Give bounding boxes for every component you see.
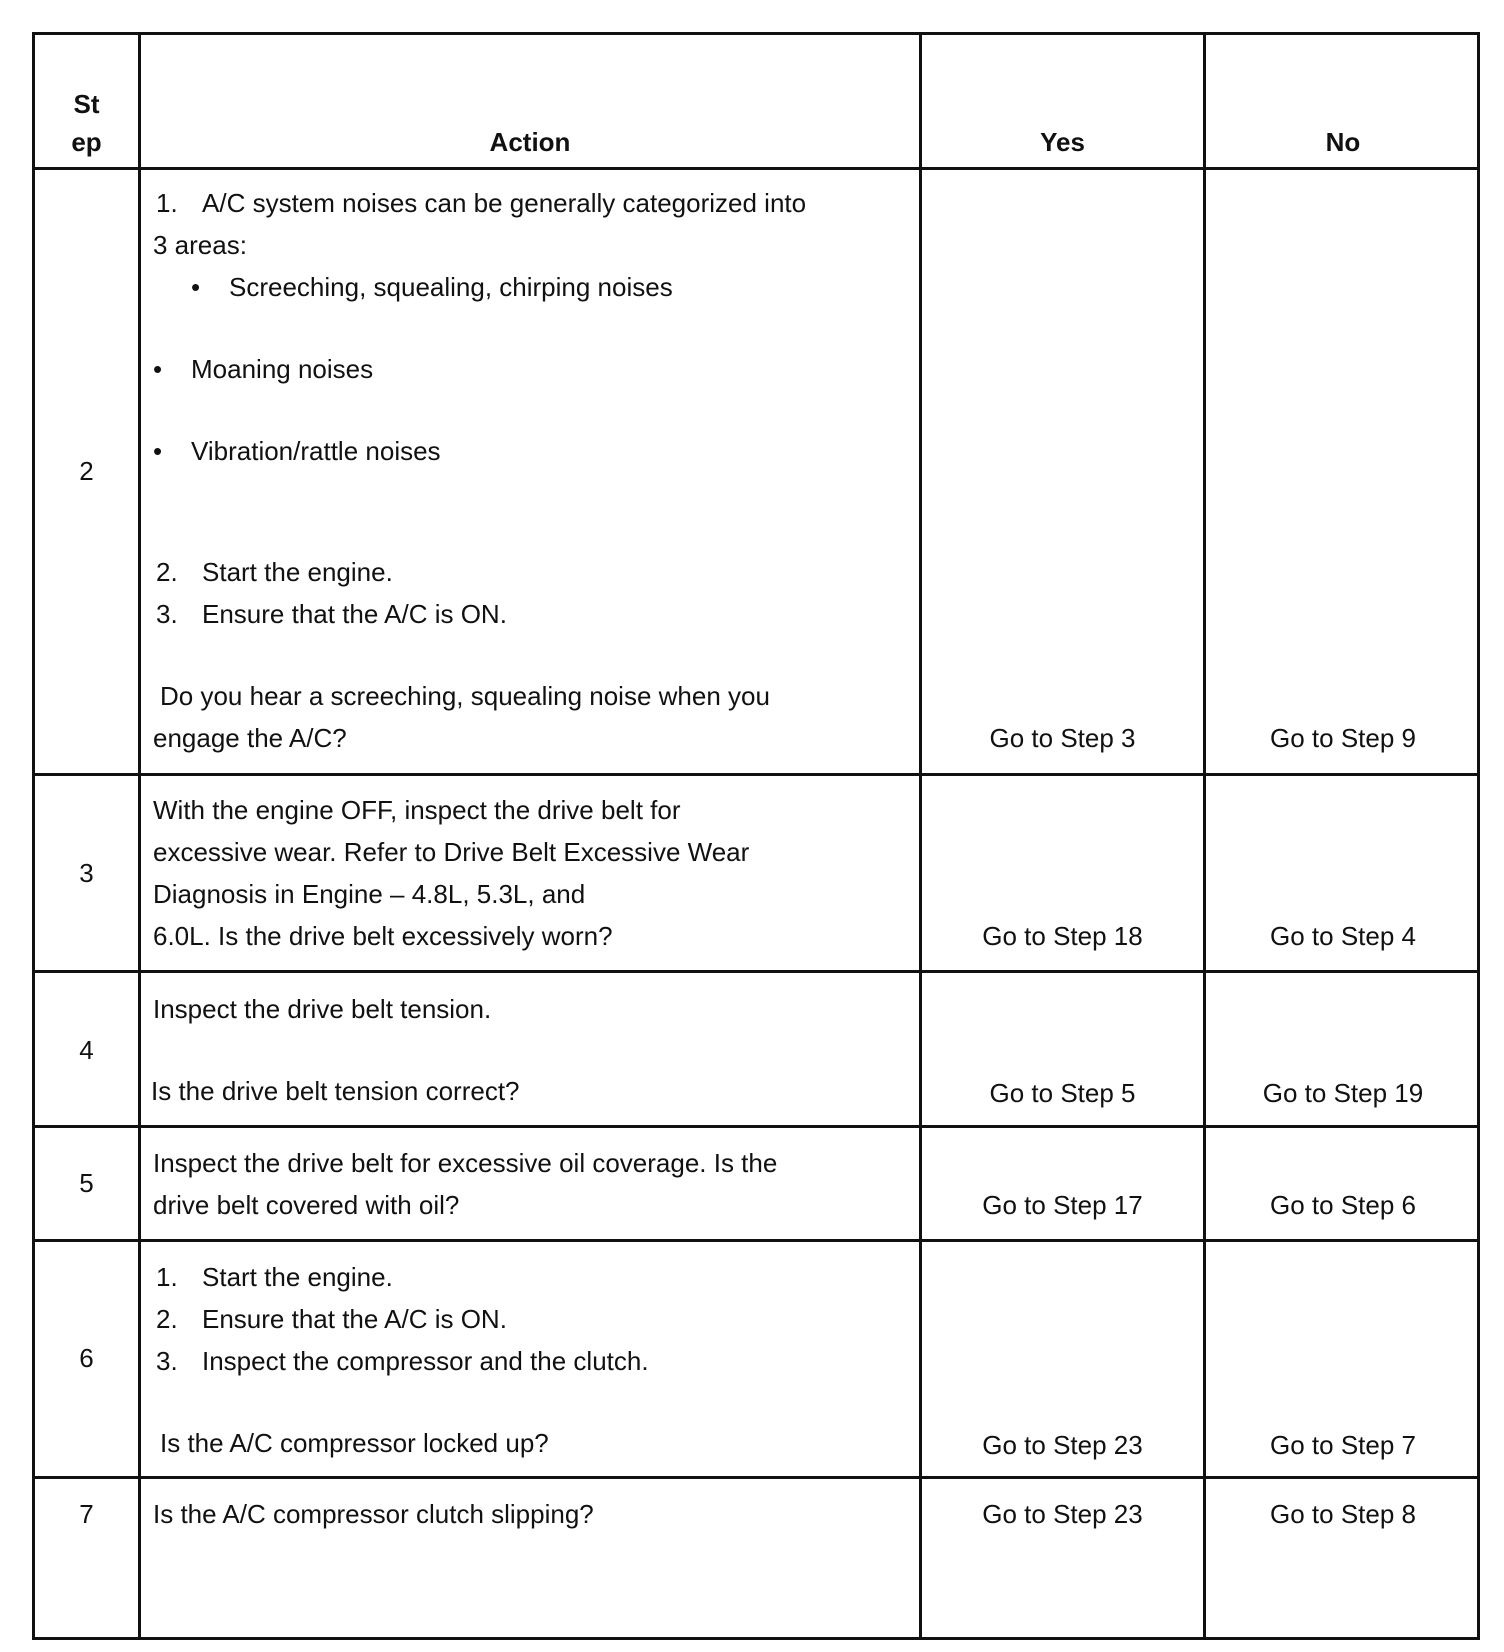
no-result: Go to Step 19 (1262, 1078, 1424, 1108)
action-line: Diagnosis in Engine – 4.8L, 5.3L, and (153, 879, 586, 909)
action-line: Inspect the drive belt tension. (153, 994, 492, 1024)
no-result: Go to Step 6 (1270, 1190, 1416, 1220)
yes-cell (922, 1242, 1203, 1479)
table-row-step-4 (35, 970, 1477, 1128)
action-line: drive belt covered with oil? (153, 1190, 460, 1220)
step-cell (35, 1128, 138, 1242)
no-cell (1206, 170, 1480, 776)
list-item (156, 1346, 649, 1377)
list-item-text: Start the engine. (202, 557, 393, 587)
no-cell (1206, 1242, 1480, 1479)
question-line: Do you hear a screeching, squealing noise when you (160, 681, 770, 711)
action-cell (141, 776, 919, 973)
table-row-step-7 (35, 1476, 1477, 1640)
yes-result: Go to Step 17 (982, 1190, 1143, 1220)
list-number: 1. (156, 188, 178, 218)
question-line: Is the A/C compressor clutch slipping? (153, 1499, 594, 1529)
header-step-line1: St (73, 89, 100, 119)
list-item (156, 557, 393, 588)
action-cell (141, 170, 919, 776)
step-number: 3 (79, 858, 94, 888)
no-cell (1206, 776, 1480, 973)
step-number: 4 (79, 1035, 94, 1065)
yes-cell (922, 1479, 1203, 1640)
no-result: Go to Step 7 (1270, 1430, 1416, 1460)
step-cell (35, 1479, 138, 1640)
bullet-icon: • (191, 272, 201, 302)
list-number: 3. (156, 599, 178, 629)
bullet-text: Moaning noises (191, 354, 374, 384)
action-line: Inspect the drive belt for excessive oil coverage. Is the (153, 1148, 778, 1178)
list-item-text: A/C system noises can be generally categorized into (202, 188, 807, 218)
action-line: With the engine OFF, inspect the drive belt for (153, 795, 681, 825)
step-number: 7 (79, 1499, 94, 1529)
list-number: 2. (156, 1304, 178, 1334)
question-line: Is the A/C compressor locked up? (160, 1428, 549, 1458)
header-no-cell (1206, 35, 1480, 167)
table-row-step-3 (35, 773, 1477, 973)
yes-cell (922, 776, 1203, 973)
question-line: Is the drive belt tension correct? (151, 1076, 520, 1106)
list-item-text: Inspect the compressor and the clutch. (202, 1346, 649, 1376)
list-number: 1. (156, 1262, 178, 1292)
header-yes: Yes (1040, 127, 1085, 157)
yes-cell (922, 1128, 1203, 1242)
header-step-cell (35, 35, 138, 167)
step-cell (35, 973, 138, 1128)
header-action-cell (141, 35, 919, 167)
list-item (156, 1262, 393, 1293)
yes-cell (922, 170, 1203, 776)
list-item (156, 599, 507, 630)
action-cell (141, 1128, 919, 1242)
bullet-item (153, 436, 441, 467)
action-cell (141, 1479, 919, 1640)
question-line: engage the A/C? (153, 723, 347, 753)
no-cell (1206, 1128, 1480, 1242)
list-item-continuation: 3 areas: (153, 230, 247, 260)
no-result: Go to Step 4 (1270, 921, 1416, 951)
header-yes-cell (922, 35, 1203, 167)
header-no: No (1325, 127, 1361, 157)
list-item-text: Ensure that the A/C is ON. (202, 1304, 507, 1334)
diagnostic-table (32, 32, 1480, 1640)
list-number: 3. (156, 1346, 178, 1376)
step-number: 5 (79, 1168, 94, 1198)
bullet-text: Vibration/rattle noises (191, 436, 441, 466)
table-row-step-6 (35, 1239, 1477, 1479)
yes-result: Go to Step 23 (982, 1430, 1143, 1460)
action-cell (141, 1242, 919, 1479)
table-row-step-5 (35, 1125, 1477, 1242)
yes-cell (922, 973, 1203, 1128)
action-cell (141, 973, 919, 1128)
list-item (156, 188, 806, 219)
no-result: Go to Step 9 (1270, 723, 1416, 753)
step-number: 6 (79, 1343, 94, 1373)
action-line: 6.0L. Is the drive belt excessively worn? (153, 921, 613, 951)
bullet-item (191, 272, 673, 303)
step-cell (35, 1242, 138, 1479)
bullet-item (153, 354, 373, 385)
yes-result: Go to Step 3 (989, 723, 1136, 753)
table-row-step-2 (35, 167, 1477, 776)
step-cell (35, 170, 138, 776)
bullet-icon: • (153, 354, 163, 384)
list-number: 2. (156, 557, 178, 587)
yes-result: Go to Step 18 (982, 921, 1143, 951)
no-cell (1206, 1479, 1480, 1640)
bullet-icon: • (153, 436, 163, 466)
header-row (35, 35, 1477, 167)
header-step-line2: ep (71, 127, 102, 157)
no-cell (1206, 973, 1480, 1128)
no-result: Go to Step 8 (1270, 1499, 1416, 1529)
yes-result: Go to Step 23 (982, 1499, 1143, 1529)
list-item-text: Ensure that the A/C is ON. (202, 599, 507, 629)
list-item (156, 1304, 507, 1335)
header-action: Action (489, 127, 571, 157)
bullet-text: Screeching, squealing, chirping noises (229, 272, 673, 302)
list-item-text: Start the engine. (202, 1262, 393, 1292)
action-line: excessive wear. Refer to Drive Belt Excessive Wear (153, 837, 750, 867)
step-number: 2 (79, 456, 94, 486)
yes-result: Go to Step 5 (989, 1078, 1136, 1108)
step-cell (35, 776, 138, 973)
